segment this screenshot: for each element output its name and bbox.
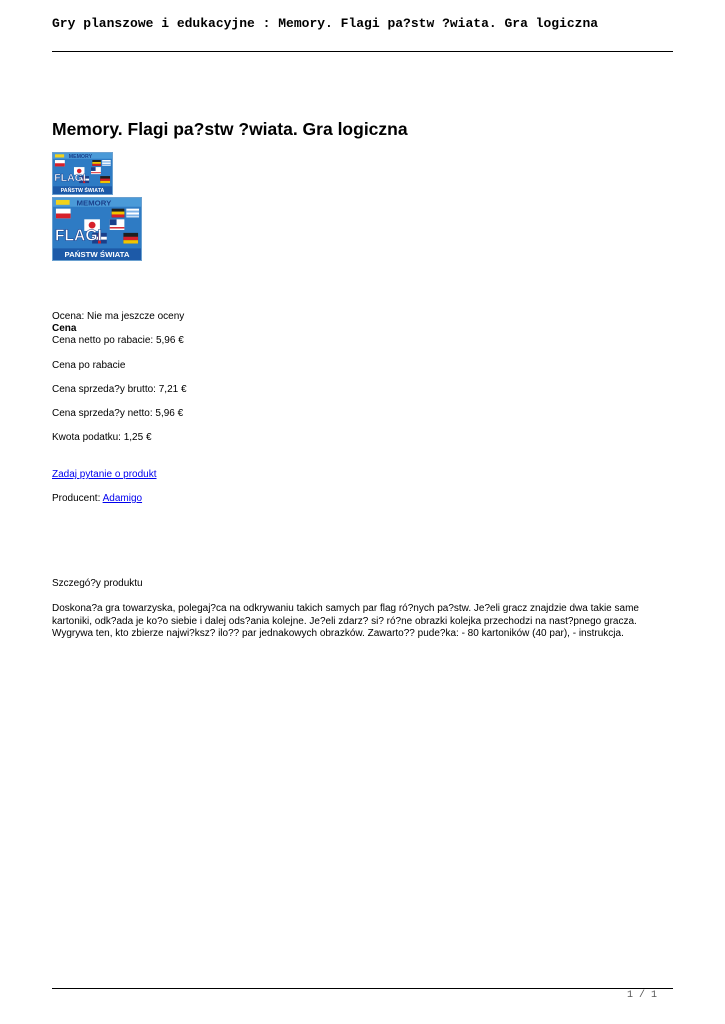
details-heading: Szczegó?y produktu <box>52 578 143 589</box>
product-image-small[interactable] <box>52 152 113 195</box>
footer-divider <box>52 988 673 989</box>
price-gross: Cena sprzeda?y brutto: 7,21 € <box>52 384 187 395</box>
product-title: Memory. Flagi pa?stw ?wiata. Gra logiczna <box>52 119 408 139</box>
product-description: Doskona?a gra towarzyska, polegaj?ca na odkrywaniu takich samych par flag ró?nych pa?stw. Je?eli gracz znajdzie dwa takie same kartoniki, odk?ada je ko?o siebie i dalej ods?ania kolejne. Je?eli zdarz? si? ró?ne obrazki kolejka przechodzi na nast?pnego gracza. Wygrywa ten, kto zbierze najwi?ksz? ilo?? par jednakowych obrazków. Zawarto?? pude?ka: - 80 kartoników (40 par), - instrukcja. <box>52 603 639 639</box>
ask-question-row <box>52 469 157 481</box>
box-flagi-text: FLAGI <box>54 173 86 185</box>
price-net-after-discount: Cena netto po rabacie: 5,96 € <box>52 335 184 346</box>
box-flagi-text: FLAGI <box>54 227 102 245</box>
producer-label: Producent: <box>52 493 103 504</box>
box-subtitle-text: PAŃSTW ŚWIATA <box>60 188 105 195</box>
product-image-large[interactable] <box>52 197 142 261</box>
rating-text: Ocena: Nie ma jeszcze oceny <box>52 311 185 322</box>
producer-link[interactable]: Adamigo <box>102 493 143 504</box>
ask-question-link[interactable]: Zadaj pytanie o produkt <box>52 469 157 480</box>
tax-amount: Kwota podatku: 1,25 € <box>52 432 152 443</box>
price-heading: Cena <box>52 323 77 334</box>
header-divider <box>52 51 673 52</box>
box-memory-text: MEMORY <box>68 154 93 161</box>
document-header: Gry planszowe i edukacyjne : Memory. Flagi pa?stw ?wiata. Gra logiczna <box>52 16 599 31</box>
box-subtitle-text: PAŃSTW ŚWIATA <box>64 250 130 260</box>
price-after-discount: Cena po rabacie <box>52 360 126 371</box>
producer-row <box>52 493 142 505</box>
page-number: 1 / 1 <box>626 990 657 1001</box>
box-memory-text: MEMORY <box>76 198 112 208</box>
price-net: Cena sprzeda?y netto: 5,96 € <box>52 408 184 419</box>
